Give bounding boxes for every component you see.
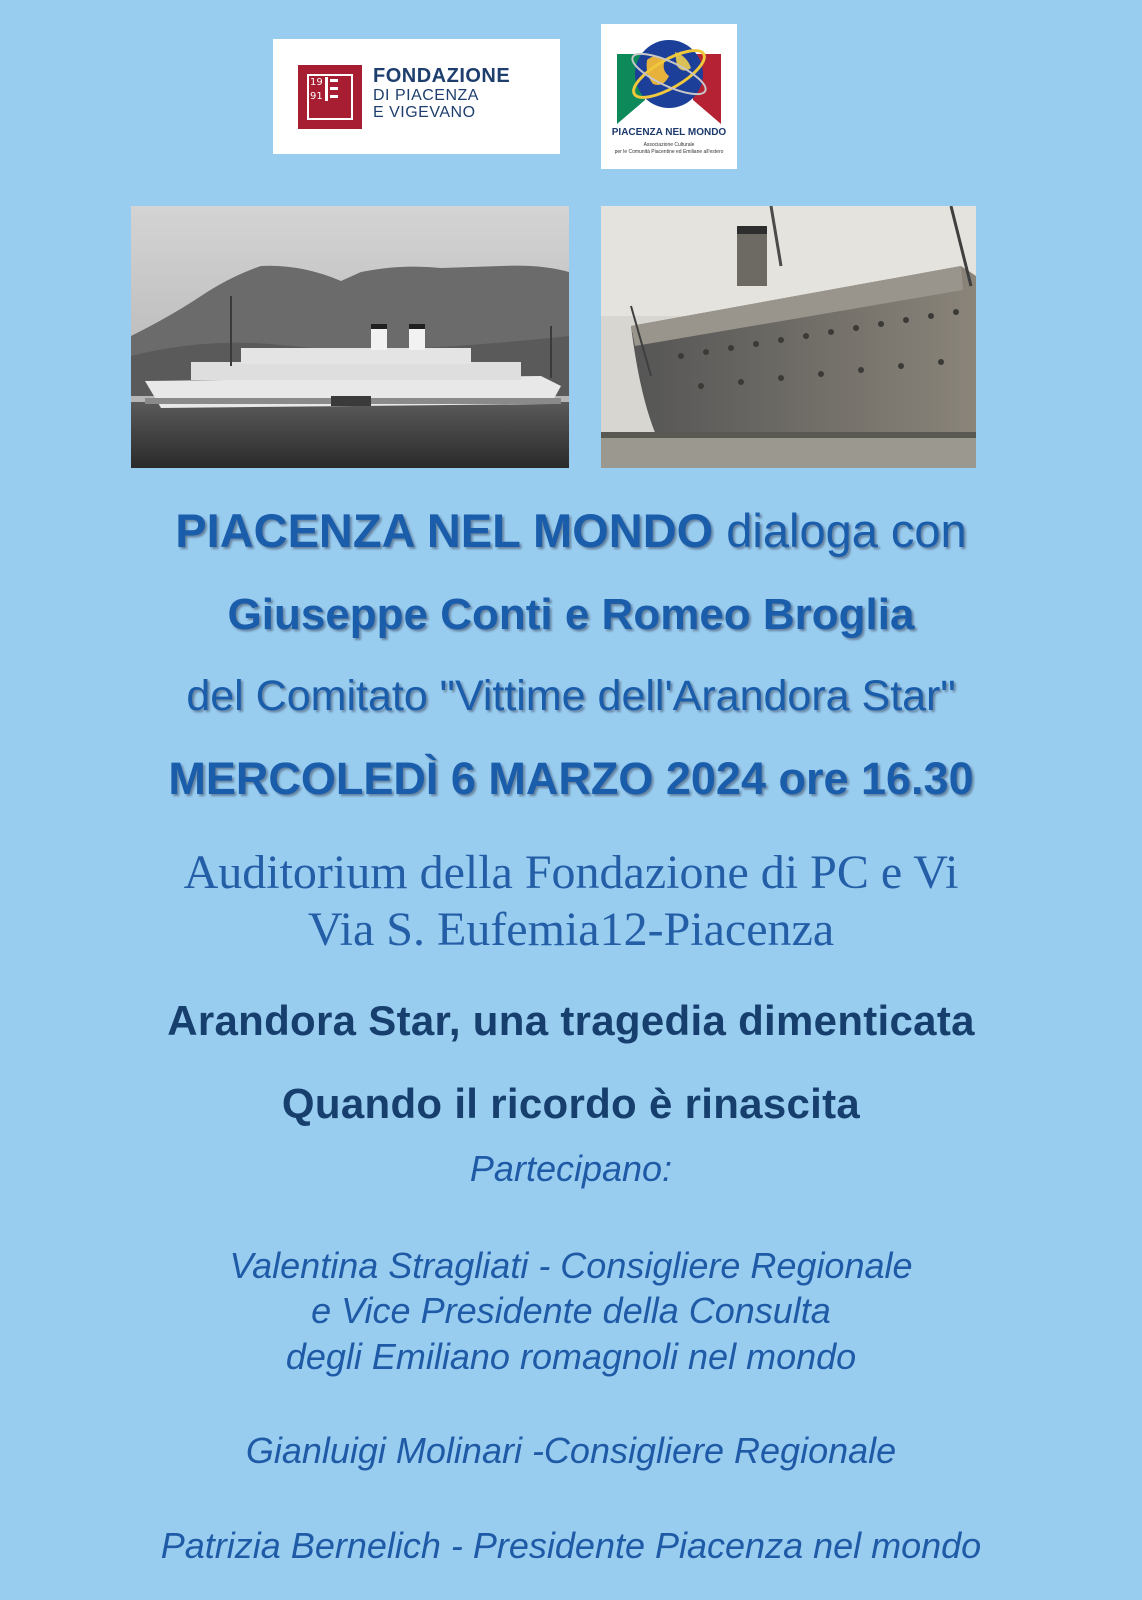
participant-1-line3: degli Emiliano romagnoli nel mondo bbox=[285, 1336, 857, 1377]
headline-line1 bbox=[0, 503, 1142, 558]
headline-committee: del Comitato "Vittime dell'Arandora Star" bbox=[186, 672, 956, 720]
globe-icon bbox=[611, 30, 727, 126]
ship-at-sea-photo bbox=[131, 206, 569, 468]
fondazione-mark-year-top: 19 bbox=[310, 77, 323, 88]
participant-1-line1: Valentina Stragliati - Consigliere Regionale bbox=[229, 1245, 913, 1286]
event-datetime: MERCOLEDÌ 6 MARZO 2024 ore 16.30 bbox=[168, 753, 974, 804]
fondazione-logo-text bbox=[373, 65, 510, 121]
event-subtitle: Quando il ricordo è rinascita bbox=[281, 1080, 861, 1127]
participants-heading: Partecipano: bbox=[469, 1148, 673, 1189]
participant-3: Patrizia Bernelich - Presidente Piacenza nel mondo bbox=[160, 1525, 982, 1566]
pnm-logo-subtitle1: Associazione Culturale bbox=[643, 142, 695, 148]
pnm-logo-subtitle2: per le Comunità Piacentine ed Emiliane all'estero bbox=[614, 149, 724, 155]
headline-guests: Giuseppe Conti e Romeo Broglia bbox=[227, 590, 915, 639]
fondazione-city2: E VIGEVANO bbox=[373, 104, 476, 121]
ship-in-dock-photo bbox=[601, 206, 976, 468]
fondazione-name: FONDAZIONE bbox=[373, 65, 511, 87]
fondazione-mark-icon bbox=[298, 65, 362, 129]
fondazione-city1: DI PIACENZA bbox=[373, 87, 479, 104]
headline-org-name: PIACENZA NEL MONDO bbox=[175, 504, 714, 557]
event-title: Arandora Star, una tragedia dimenticata bbox=[167, 997, 975, 1044]
venue-name: Auditorium della Fondazione di PC e Vi bbox=[183, 846, 959, 899]
venue-address: Via S. Eufemia12-Piacenza bbox=[307, 903, 835, 956]
participant-1-line2: e Vice Presidente della Consulta bbox=[311, 1290, 831, 1331]
fondazione-logo bbox=[273, 39, 560, 154]
fondazione-mark-year-bottom: 91 bbox=[310, 91, 323, 102]
headline-dialogue-text: dialoga con bbox=[713, 504, 967, 557]
piacenza-nel-mondo-logo bbox=[601, 24, 737, 169]
pnm-logo-title: PIACENZA NEL MONDO bbox=[611, 127, 727, 138]
participant-2: Gianluigi Molinari -Consigliere Regionale bbox=[245, 1430, 897, 1471]
